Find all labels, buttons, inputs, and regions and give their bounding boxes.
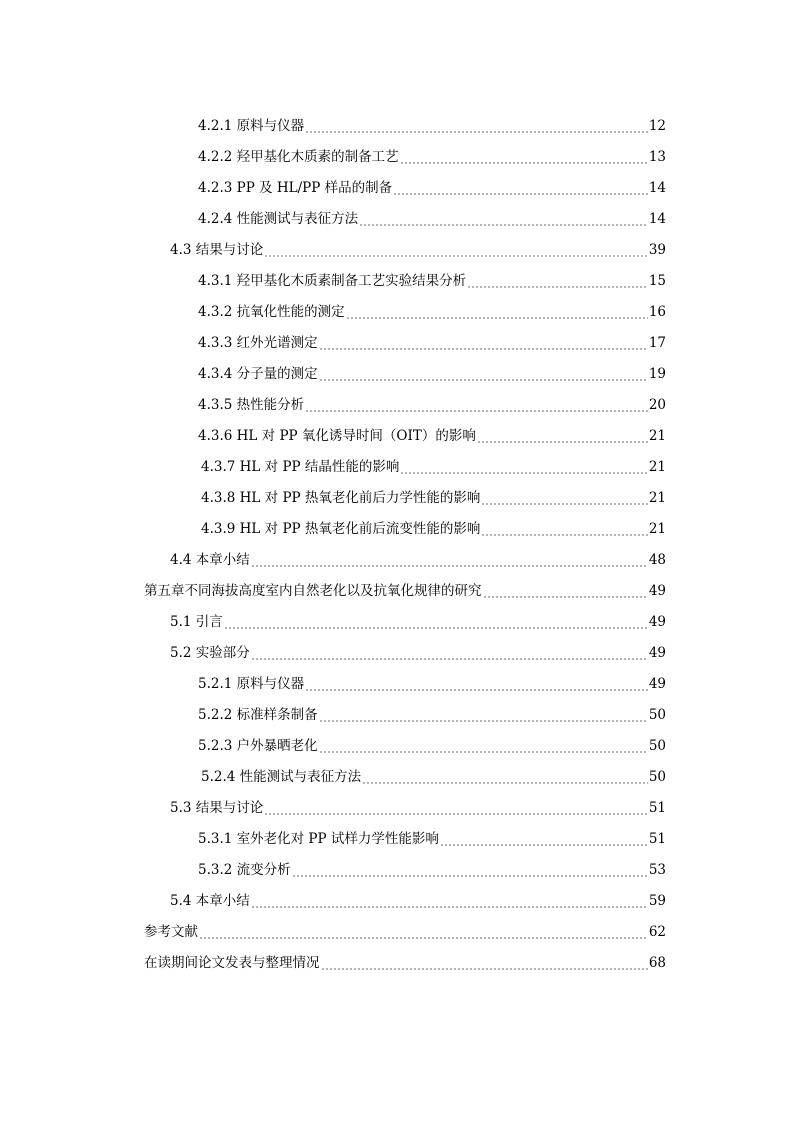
dot-leader (305, 673, 648, 695)
toc-entry-chapter-5[interactable] (144, 580, 666, 602)
dot-leader (264, 239, 648, 261)
dot-leader (251, 890, 648, 912)
toc-entry-title: 5.1 引言 (170, 614, 223, 630)
toc-entry-title: 4.3.2 抗氧化性能的测定 (198, 304, 345, 320)
toc-page-number: 16 (648, 304, 666, 320)
toc-entry-4-3-5[interactable] (198, 394, 666, 416)
dot-leader (251, 642, 648, 664)
toc-page-number: 21 (648, 459, 666, 475)
toc-page-number: 12 (648, 118, 666, 134)
toc-entry-title: 4.3 结果与讨论 (170, 242, 264, 258)
toc-entry-4-3[interactable] (170, 239, 666, 261)
dot-leader (346, 301, 648, 323)
toc-entry-title: 5.3.2 流变分析 (198, 862, 291, 878)
dot-leader (305, 394, 648, 416)
toc-entry-title: 4.3.5 热性能分析 (198, 397, 305, 413)
toc-entry-5-2-4[interactable] (201, 766, 666, 788)
toc-entry-title: 4.3.6 HL 对 PP 氧化诱导时间（OIT）的影响 (198, 428, 476, 444)
toc-entry-4-4[interactable] (170, 549, 666, 571)
toc-page-number: 17 (648, 335, 666, 351)
toc-entry-5-2-2[interactable] (198, 704, 666, 726)
toc-page-number: 15 (648, 273, 666, 289)
toc-entry-4-2-4[interactable] (198, 208, 666, 230)
toc-page-number: 13 (648, 149, 666, 165)
toc-page-number: 50 (648, 738, 666, 754)
dot-leader (481, 487, 647, 509)
toc-entry-title: 第五章不同海拔高度室内自然老化以及抗氧化规律的研究 (144, 583, 482, 599)
toc-entry-4-3-9[interactable] (201, 518, 666, 540)
toc-entry-title: 4.3.3 红外光谱测定 (198, 335, 318, 351)
toc-entry-5-3-1[interactable] (198, 828, 666, 850)
toc-page-number: 49 (648, 583, 666, 599)
toc-entry-title: 5.2.4 性能测试与表征方法 (201, 769, 362, 785)
dot-leader (305, 115, 648, 137)
toc-page-number: 14 (648, 211, 666, 227)
dot-leader (224, 611, 648, 633)
toc-page-number: 19 (648, 366, 666, 382)
toc-entry-title: 4.3.1 羟甲基化木质素制备工艺实验结果分析 (198, 273, 467, 289)
dot-leader (393, 177, 648, 199)
toc-page-number: 21 (648, 490, 666, 506)
toc-entry-4-3-6[interactable] (198, 425, 666, 447)
toc-entry-5-2-3[interactable] (198, 735, 666, 757)
toc-entry-title: 5.4 本章小结 (170, 893, 250, 909)
toc-page-number: 50 (648, 769, 666, 785)
toc-entry-4-3-7[interactable] (201, 456, 666, 478)
dot-leader (440, 828, 648, 850)
toc-entry-title: 5.3.1 室外老化对 PP 试样力学性能影响 (198, 831, 439, 847)
toc-page-number: 21 (648, 521, 666, 537)
toc-page-number: 68 (648, 955, 666, 971)
toc-entry-title: 5.2 实验部分 (170, 645, 250, 661)
toc-entry-title: 4.3.4 分子量的测定 (198, 366, 318, 382)
toc-entry-title: 5.2.1 原料与仪器 (198, 676, 305, 692)
toc-entry-title: 4.2.1 原料与仪器 (198, 118, 305, 134)
dot-leader (362, 766, 648, 788)
dot-leader (264, 797, 648, 819)
toc-entry-references[interactable] (144, 921, 666, 943)
toc-entry-title: 4.2.4 性能测试与表征方法 (198, 211, 359, 227)
dot-leader (400, 456, 647, 478)
dot-leader (319, 735, 648, 757)
dot-leader (359, 208, 648, 230)
toc-entry-4-3-2[interactable] (198, 301, 666, 323)
dot-leader (481, 518, 647, 540)
toc-page-number: 49 (648, 614, 666, 630)
dot-leader (251, 549, 648, 571)
toc-entry-title: 5.2.2 标准样条制备 (198, 707, 318, 723)
toc-entry-5-3-2[interactable] (198, 859, 666, 881)
dot-leader (477, 425, 648, 447)
toc-page-number: 51 (648, 800, 666, 816)
toc-page-number: 48 (648, 552, 666, 568)
toc-entry-title: 4.4 本章小结 (170, 552, 250, 568)
toc-page-number: 62 (648, 924, 666, 940)
toc-entry-5-2[interactable] (170, 642, 666, 664)
dot-leader (321, 952, 648, 974)
dot-leader (319, 704, 648, 726)
dot-leader (319, 363, 648, 385)
dot-leader (292, 859, 648, 881)
toc-page-number: 39 (648, 242, 666, 258)
toc-page-number: 53 (648, 862, 666, 878)
toc-entry-4-3-4[interactable] (198, 363, 666, 385)
toc-page-number: 20 (648, 397, 666, 413)
toc-entry-4-2-3[interactable] (198, 177, 666, 199)
toc-entry-5-4[interactable] (170, 890, 666, 912)
toc-entry-title: 5.3 结果与讨论 (170, 800, 264, 816)
toc-entry-title: 4.3.7 HL 对 PP 结晶性能的影响 (201, 459, 400, 475)
toc-entry-title: 4.3.9 HL 对 PP 热氧老化前后流变性能的影响 (201, 521, 481, 537)
dot-leader (319, 332, 648, 354)
toc-entry-title: 4.3.8 HL 对 PP 热氧老化前后力学性能的影响 (201, 490, 481, 506)
toc-page-number: 49 (648, 645, 666, 661)
toc-entry-4-3-1[interactable] (198, 270, 666, 292)
dot-leader (467, 270, 648, 292)
toc-entry-title: 5.2.3 户外暴晒老化 (198, 738, 318, 754)
toc-entry-4-3-3[interactable] (198, 332, 666, 354)
dot-leader (400, 146, 648, 168)
toc-page-number: 21 (648, 428, 666, 444)
toc-entry-5-1[interactable] (170, 611, 666, 633)
toc-entry-4-2-2[interactable] (198, 146, 666, 168)
toc-entry-4-3-8[interactable] (201, 487, 666, 509)
toc-page-number: 49 (648, 676, 666, 692)
toc-entry-5-3[interactable] (170, 797, 666, 819)
dot-leader (199, 921, 648, 943)
toc-page-number: 59 (648, 893, 666, 909)
toc-entry-title: 参考文献 (144, 924, 198, 940)
toc-entry-title: 4.2.3 PP 及 HL/PP 样品的制备 (198, 180, 393, 196)
toc-page-number: 50 (648, 707, 666, 723)
toc-page-number: 14 (648, 180, 666, 196)
toc-page-number: 51 (648, 831, 666, 847)
toc-entry-4-2-1[interactable] (198, 115, 666, 137)
toc-entry-publications[interactable] (144, 952, 666, 974)
toc-entry-title: 在读期间论文发表与整理情况 (144, 955, 320, 971)
toc-entry-title: 4.2.2 羟甲基化木质素的制备工艺 (198, 149, 399, 165)
dot-leader (483, 580, 648, 602)
toc-entry-5-2-1[interactable] (198, 673, 666, 695)
